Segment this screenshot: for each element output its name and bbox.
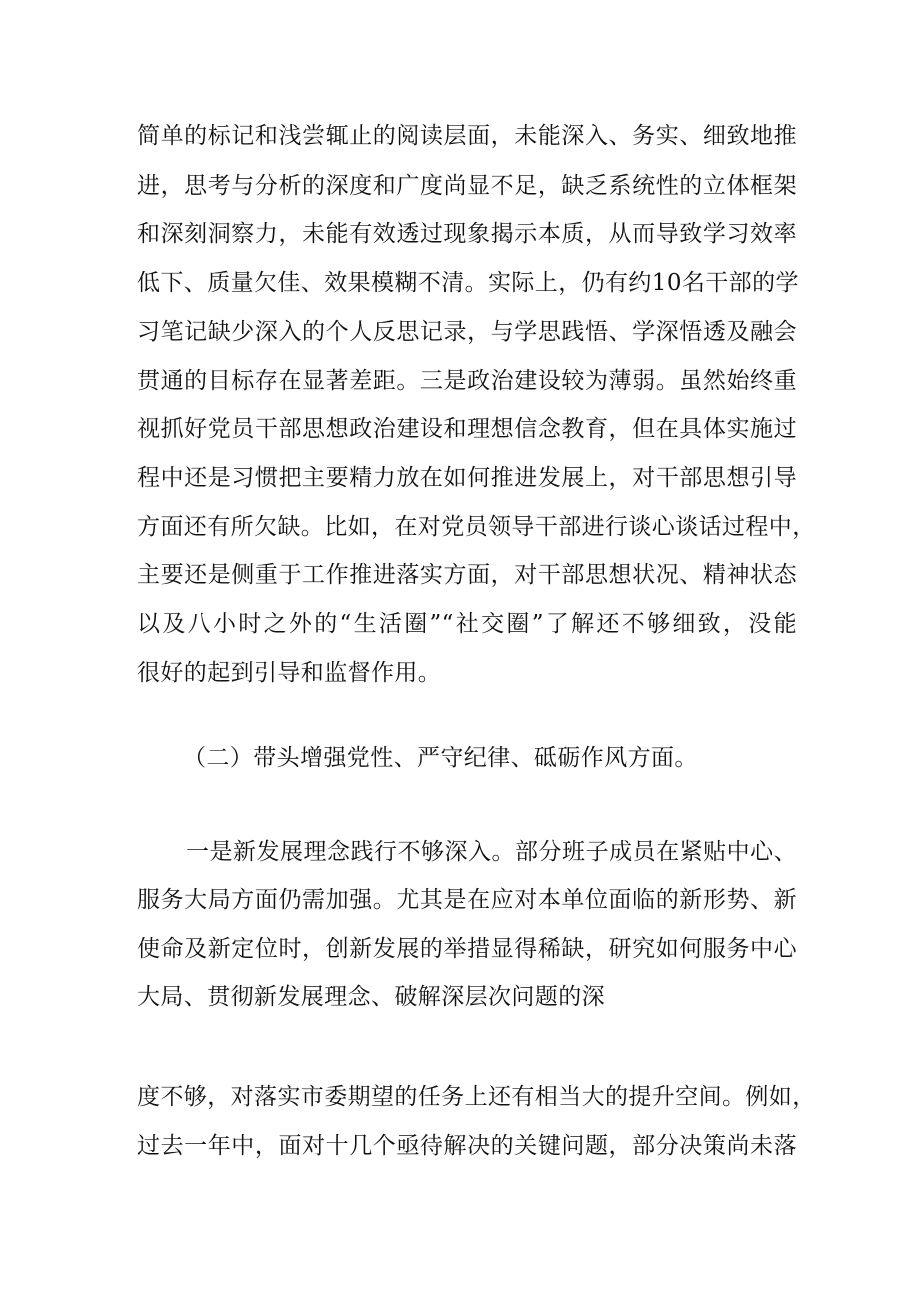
paragraph-1-line-9: 方面还有所欠缺。比如，在对党员领导干部进行谈心谈话过程中， <box>137 514 816 540</box>
paragraph-1-line-7: 视抓好党员干部思想政治建设和理想信念教育，但在具体实施过 <box>137 416 797 442</box>
section-heading: （二）带头增强党性、严守纪律、砥砺作风方面。 <box>183 745 698 771</box>
paragraph-1-line-3: 和深刻洞察力，未能有效透过现象揭示本质，从而导致学习效率 <box>137 221 797 247</box>
paragraph-1-line-8: 程中还是习惯把主要精力放在如何推进发展上，对干部思想引导 <box>137 465 797 491</box>
paragraph-1-line-10: 主要还是侧重于工作推进落实方面，对干部思想状况、精神状态 <box>137 562 797 588</box>
paragraph-1-line-12: 很好的起到引导和监督作用。 <box>137 660 442 686</box>
paragraph-2-line-1: 一是新发展理念践行不够深入。部分班子成员在紧贴中心、 <box>186 839 797 865</box>
paragraph-2-line-4: 大局、贯彻新发展理念、破解深层次问题的深 <box>137 984 605 1010</box>
paragraph-1-line-4: 低下、质量欠佳、效果模糊不清。实际上，仍有约10名干部的学 <box>137 270 799 296</box>
paragraph-1-line-5: 习笔记缺少深入的个人反思记录，与学思践悟、学深悟透及融会 <box>137 319 797 345</box>
paragraph-2-line-2: 服务大局方面仍需加强。尤其是在应对本单位面临的新形势、新 <box>137 887 797 913</box>
paragraph-1-line-11: 以及八小时之外的“生活圈”“社交圈”了解还不够细致，没能 <box>137 611 797 637</box>
paragraph-1-line-6: 贯通的目标存在显著差距。三是政治建设较为薄弱。虽然始终重 <box>137 368 797 394</box>
paragraph-2-line-3: 使命及新定位时，创新发展的举措显得稀缺，研究如何服务中心 <box>137 936 797 962</box>
paragraph-3-line-2: 过去一年中，面对十几个亟待解决的关键问题，部分决策尚未落 <box>137 1133 797 1159</box>
paragraph-1-line-2: 进，思考与分析的深度和广度尚显不足，缺乏系统性的立体框架 <box>137 173 797 199</box>
paragraph-1-line-1: 简单的标记和浅尝辄止的阅读层面，未能深入、务实、细致地推 <box>137 123 797 149</box>
paragraph-3-line-1: 度不够，对落实市委期望的任务上还有相当大的提升空间。例如， <box>137 1084 816 1110</box>
